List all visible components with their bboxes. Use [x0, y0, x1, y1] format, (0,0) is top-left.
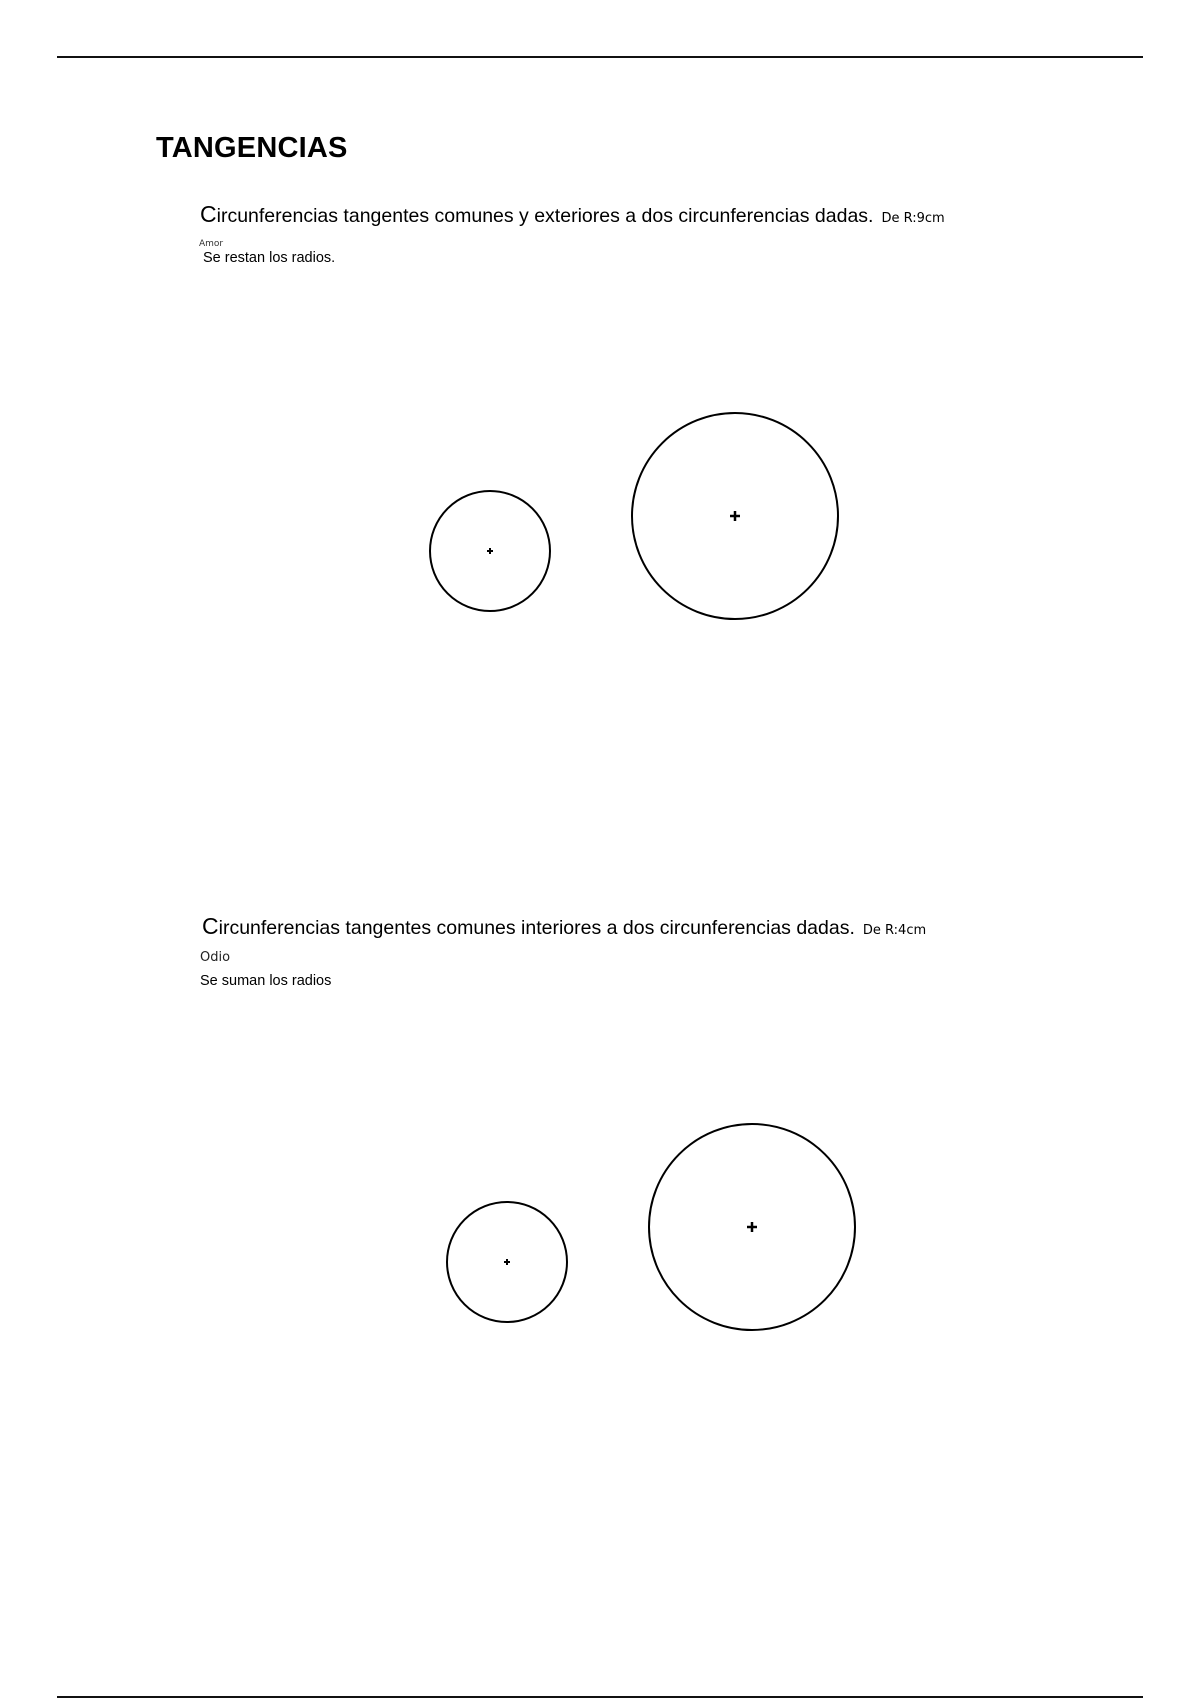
section-2-large-center-mark — [747, 1222, 757, 1232]
bottom-rule — [57, 1696, 1143, 1698]
section-1-hint: Se restan los radios. — [203, 250, 336, 266]
section-2-heading-initial: C — [202, 913, 219, 939]
section-2-hint: Se suman los radios — [200, 973, 332, 989]
section-2-small-center-mark — [504, 1259, 510, 1265]
section-2-label: Odio — [200, 950, 231, 965]
section-1-small-center-mark — [487, 548, 493, 554]
section-1-heading — [200, 201, 945, 228]
section-2-heading — [202, 913, 926, 940]
section-2-figure — [0, 1112, 1200, 1352]
section-2-radius-note: De R:4cm — [862, 923, 927, 938]
section-1-figure — [0, 400, 1200, 640]
top-rule — [57, 56, 1143, 58]
section-2-heading-text: ircunferencias tangentes comunes interiores a dos circunferencias dadas. — [218, 917, 855, 939]
section-1-radius-note: De R:9cm — [881, 211, 945, 226]
section-1-heading-initial: C — [200, 201, 217, 227]
section-1-heading-text: ircunferencias tangentes comunes y exteriores a dos circunferencias dadas. — [216, 205, 874, 227]
section-1-large-center-mark — [730, 511, 740, 521]
section-1-label: Amor — [199, 239, 224, 249]
page-title: TANGENCIAS — [156, 132, 348, 164]
